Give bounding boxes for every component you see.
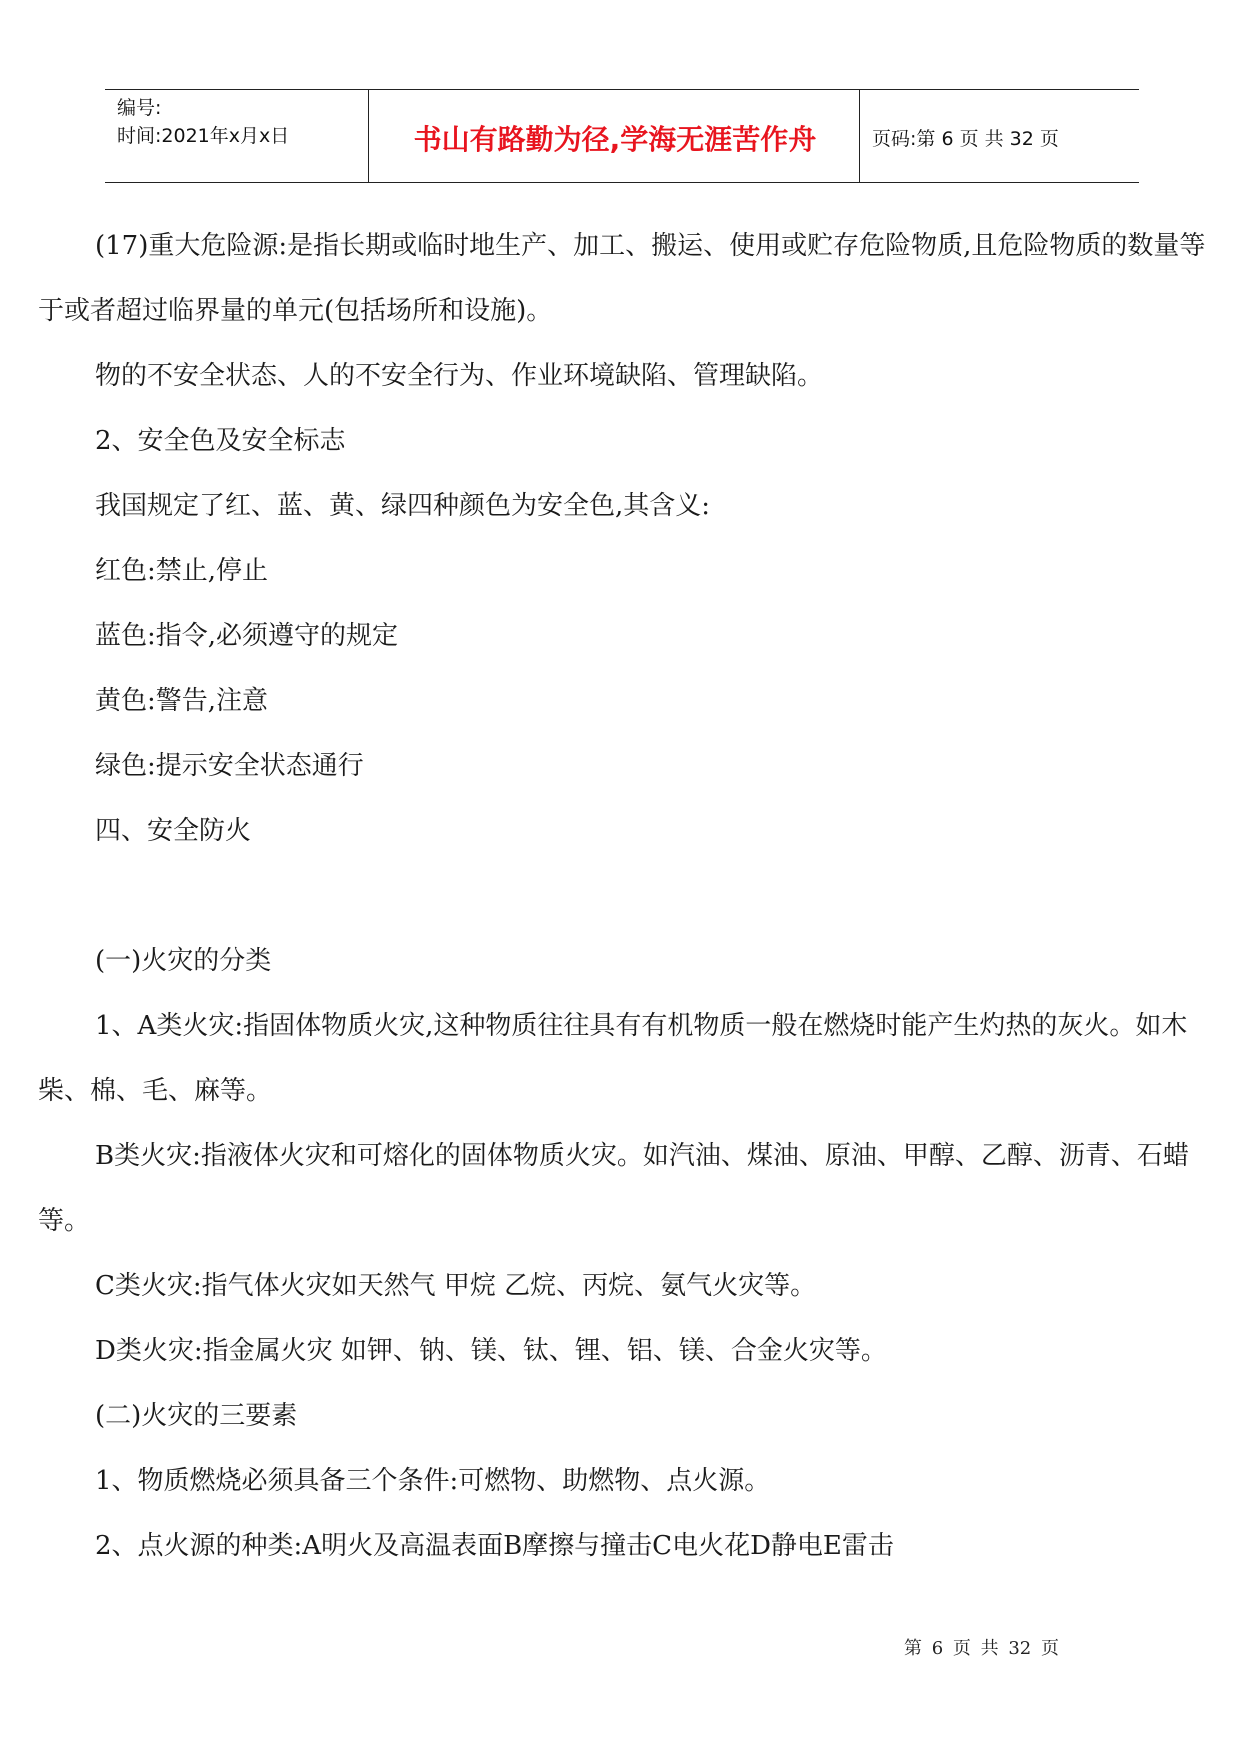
header-time-label: 时间:2021年x月x日 <box>117 125 290 147</box>
document-body <box>38 214 1208 1579</box>
paragraph-red: 红色:禁止,停止 <box>95 556 269 586</box>
paragraph-ignition-sources: 2、点火源的种类:A明火及高温表面B摩擦与撞击C电火花D静电E雷击 <box>95 1531 894 1561</box>
heading-fire-classification: (一)火灾的分类 <box>95 946 272 976</box>
header-number-label: 编号: <box>117 97 162 119</box>
paragraph-green: 绿色:提示安全状态通行 <box>95 751 364 781</box>
paragraph-class-a: 1、A类火灾:指固体物质火灾,这种物质往往具有有机物质一般在燃烧时能产生灼热的灰火。如木柴、棉、毛、麻等。 <box>38 1011 1188 1106</box>
paragraph-blue: 蓝色:指令,必须遵守的规定 <box>95 621 399 651</box>
paragraph-class-d: D类火灾:指金属火灾 如钾、钠、镁、钛、锂、铝、镁、合金火灾等。 <box>95 1336 887 1366</box>
header-motto: 书山有路勤为径,学海无涯苦作舟 <box>413 123 817 156</box>
header-divider-right <box>859 90 860 182</box>
paragraph-safety-colors-intro: 我国规定了红、蓝、黄、绿四种颜色为安全色,其含义: <box>95 491 711 521</box>
paragraph-combustion-conditions: 1、物质燃烧必须具备三个条件:可燃物、助燃物、点火源。 <box>95 1466 771 1496</box>
blank-line <box>38 864 1208 929</box>
paragraph-yellow: 黄色:警告,注意 <box>95 686 269 716</box>
heading-safety-colors: 2、安全色及安全标志 <box>95 426 346 456</box>
paragraph-major-hazard: (17)重大危险源:是指长期或临时地生产、加工、搬运、使用或贮存危险物质,且危险物质的数量等于或者超过临界量的单元(包括场所和设施)。 <box>38 231 1206 326</box>
document-header <box>105 89 1139 183</box>
paragraph-class-c: C类火灾:指气体火灾如天然气 甲烷 乙烷、丙烷、氨气火灾等。 <box>95 1271 817 1301</box>
heading-fire-elements: (二)火灾的三要素 <box>95 1401 298 1431</box>
paragraph-class-b: B类火灾:指液体火灾和可熔化的固体物质火灾。如汽油、煤油、原油、甲醇、乙醇、沥青、石蜡等。 <box>38 1141 1189 1236</box>
header-divider-left <box>368 90 369 182</box>
page-footer: 第 6 页 共 32 页 <box>904 1638 1059 1659</box>
header-meta <box>117 94 289 150</box>
header-page-label: 页码:第 6 页 共 32 页 <box>872 128 1059 150</box>
heading-fire-safety: 四、安全防火 <box>95 816 252 846</box>
paragraph-unsafe-factors: 物的不安全状态、人的不安全行为、作业环境缺陷、管理缺陷。 <box>95 361 824 391</box>
